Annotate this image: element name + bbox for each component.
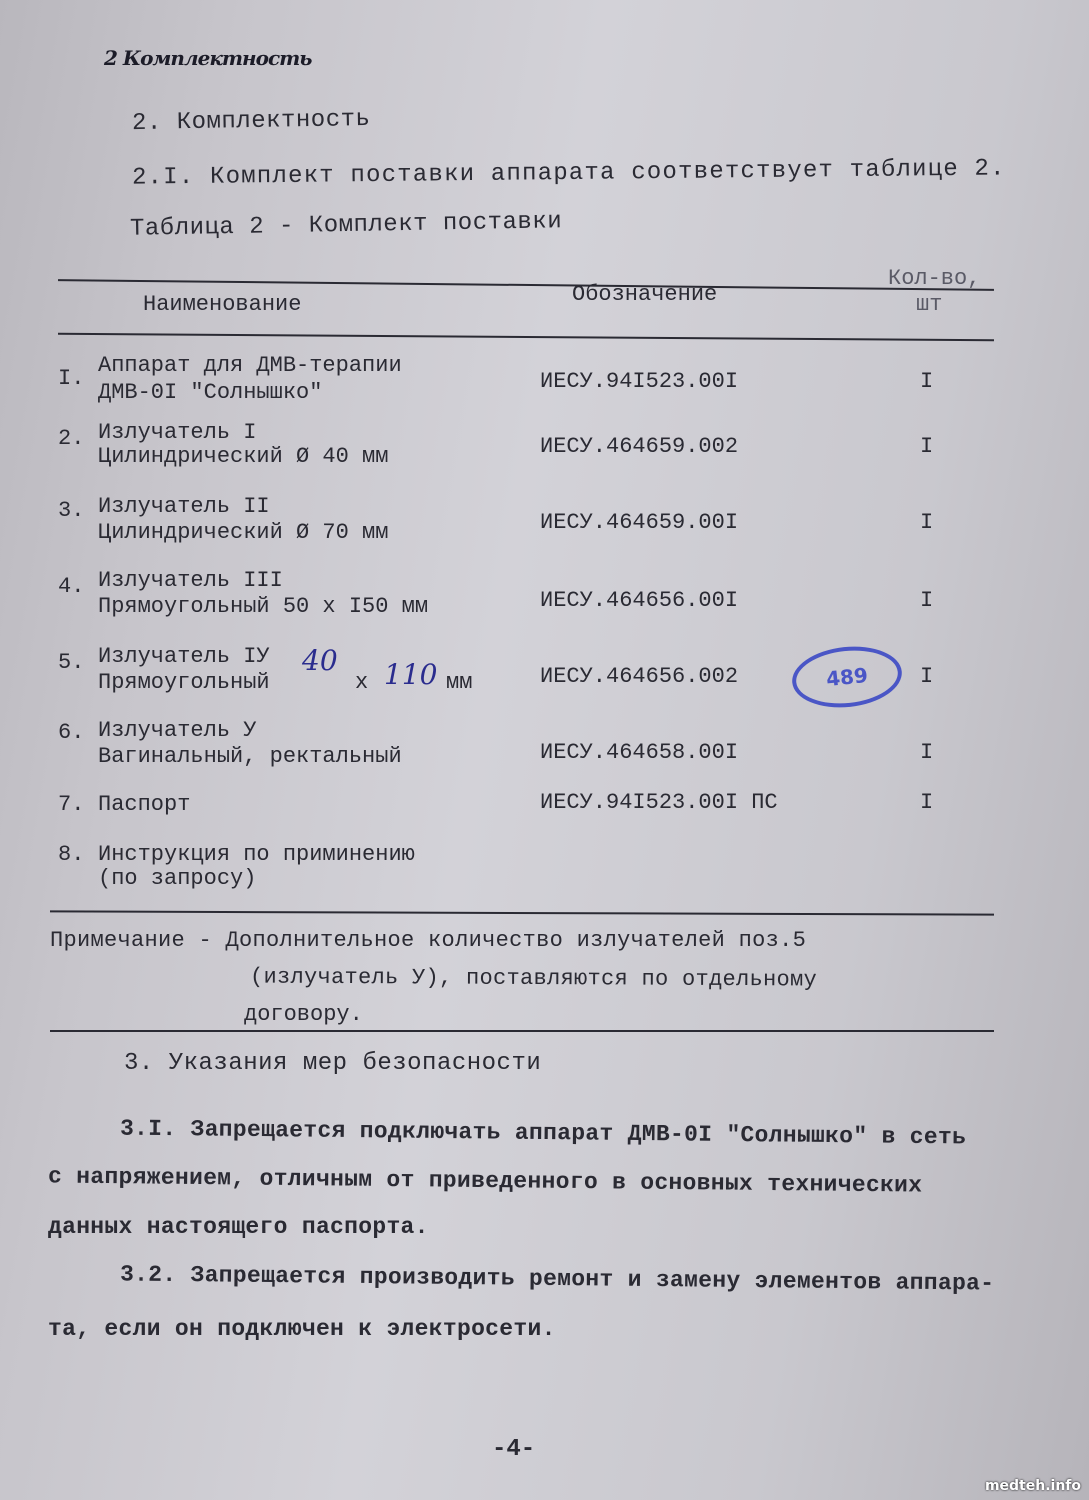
row-name-line1: Излучатель У <box>98 718 257 743</box>
row-designation: ИЕСУ.94I523.00I ПС <box>540 790 778 815</box>
section-3-para1-line1: 3.I. Запрещается подключать аппарат ДМВ-0I "Солнышко" в сеть <box>119 1115 967 1151</box>
row-designation: ИЕСУ.464656.00I <box>540 588 739 613</box>
row-name-line2: Цилиндрический Ø 40 мм <box>98 444 389 469</box>
header-designation: Обозначение <box>572 282 718 307</box>
note-line1: Примечание - Дополнительное количество излучателей поз.5 <box>50 928 807 953</box>
row-number: I. <box>58 366 85 391</box>
row-designation: ИЕСУ.464656.002 <box>540 664 739 689</box>
row-name-line2: (по запросу) <box>98 866 257 891</box>
note-line2: (излучатель У), поставляются по отдельному <box>249 964 818 993</box>
row-number: 7. <box>58 792 85 817</box>
row-qty: I <box>920 434 934 459</box>
handwritten-width: 40 <box>302 644 338 677</box>
row-designation: ИЕСУ.464658.00I <box>540 740 739 765</box>
header-name: Наименование <box>143 292 302 317</box>
table-top-rule <box>58 279 994 291</box>
row-name-line1: Излучатель III <box>98 568 283 593</box>
row-qty: I <box>920 588 934 613</box>
row-name-line1: Излучатель IУ <box>98 644 270 669</box>
header-qty-line1: Кол-во, <box>888 266 981 291</box>
table-bottom-rule <box>50 910 994 915</box>
row-number: 6. <box>58 720 85 745</box>
section-3-heading: 3. Указания мер безопасности <box>124 1050 542 1077</box>
section-2-paragraph: 2.I. Комплект поставки аппарата соответствует таблице 2. <box>131 155 1006 192</box>
row-name-line2-times: х <box>355 670 369 695</box>
row-designation: ИЕСУ.464659.00I <box>540 510 739 535</box>
section-3-para2-line1: 3.2. Запрещается производить ремонт и замену элементов аппара- <box>119 1261 995 1297</box>
row-designation: ИЕСУ.94I523.00I <box>540 369 739 394</box>
row-name-line1: Излучатель II <box>98 494 270 519</box>
note-line3: договору. <box>244 1002 363 1027</box>
header-qty-line2: шт <box>916 292 943 317</box>
row-qty: I <box>920 369 934 394</box>
section-3-para1-line2: с напряжением, отличным от приведенного в основных технических <box>47 1163 923 1199</box>
row-name-line2: Прямоугольный 50 х I50 мм <box>98 594 429 619</box>
handwritten-length: 110 <box>384 658 438 691</box>
row-name-line2: Вагинальный, ректальный <box>98 744 402 769</box>
page-number: -4- <box>492 1436 536 1463</box>
row-designation: ИЕСУ.464659.002 <box>540 434 739 459</box>
section-3-para2-line2: та, если он подключен к электросети. <box>48 1316 556 1342</box>
row-name-line1: Паспорт <box>98 792 191 817</box>
row-name-line1: Аппарат для ДМВ-терапии <box>98 353 402 378</box>
row-number: 2. <box>58 426 85 451</box>
row-number: 8. <box>58 842 85 867</box>
row-number: 5. <box>58 650 85 675</box>
row-name-line2: Цилиндрический Ø 70 мм <box>98 520 389 545</box>
inventory-stamp: 489 <box>789 641 905 712</box>
row-name-line2: ДМВ-0I "Солнышко" <box>98 380 323 405</box>
row-name-line1: Излучатель I <box>98 420 257 445</box>
row-name-line2-prefix: Прямоугольный <box>98 670 270 695</box>
row-qty: I <box>920 664 934 689</box>
table-caption: Таблица 2 - Комплект поставки <box>129 208 563 243</box>
section-3-para1-line3: данных настоящего паспорта. <box>48 1214 429 1240</box>
row-name-line1: Инструкция по приминению <box>98 842 415 867</box>
site-watermark: medteh.info <box>984 1478 1081 1494</box>
row-number: 4. <box>58 574 85 599</box>
row-name-line2-unit: мм <box>446 670 473 695</box>
row-number: 3. <box>58 498 85 523</box>
section-2-heading: 2. Комплектность <box>131 105 371 138</box>
row-qty: I <box>920 740 934 765</box>
note-bottom-rule <box>50 1030 994 1032</box>
handwritten-title: 2 Комплектность <box>104 46 312 70</box>
row-qty: I <box>920 790 934 815</box>
row-qty: I <box>920 510 934 535</box>
header-bottom-rule <box>58 333 994 342</box>
